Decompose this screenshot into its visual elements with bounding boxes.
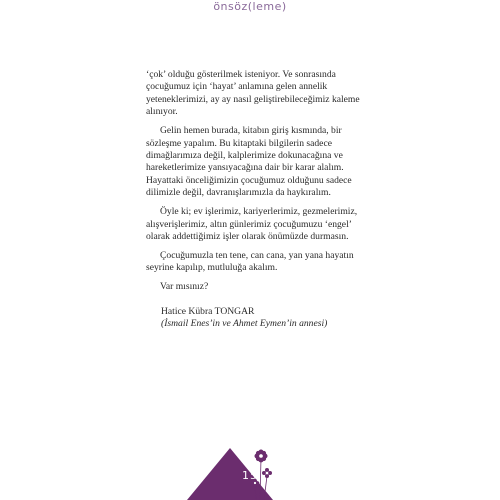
flower-icon	[255, 450, 268, 463]
paragraph-1: ‘çok’ olduğu gösterilmek isteniyor. Ve sonrasında çocuğumuz için ‘hayat’ anlamına gelen annelik yeteneklerimizi, ay ay nasıl geliştirebileceğimiz kaleme alınıyor.	[146, 69, 360, 118]
signature-block	[146, 306, 364, 331]
author-note: (İsmail Enes’in ve Ahmet Eymen’in annesi)	[161, 318, 328, 330]
paragraph-3: Öyle ki; ev işlerimiz, kariyerlerimiz, gezmelerimiz, alışverişlerimiz, altın günlerimiz çocuğumuzu ‘engel’ olarak addettiğimiz işler olarak önümüzde durmasın.	[146, 206, 358, 243]
page-number: 15	[242, 469, 258, 482]
running-header: önsöz(leme)	[213, 0, 287, 13]
paragraph-4: Çocuğumuzla ten tene, can cana, yan yana hayatın seyrine kapılıp, mutluluğa akalım.	[146, 250, 354, 274]
paragraph-2: Gelin hemen burada, kitabın giriş kısmında, bir sözleşme yapalım. Bu kitaptaki bilgilerin sadece dimağlarımıza değil, kalplerimize dokunacağına ve hareketlerimize yansıyacağına dair bir karar alalım. Hayattaki önceliğimizin çocuğumuz olduğunu sadece dilimizle değil, davranışlarımızla da haykıralım.	[146, 125, 352, 199]
author-name: Hatice Kübra TONGAR	[161, 305, 255, 317]
paragraph-5: Var mısınız?	[160, 281, 209, 293]
body-text	[146, 69, 364, 331]
